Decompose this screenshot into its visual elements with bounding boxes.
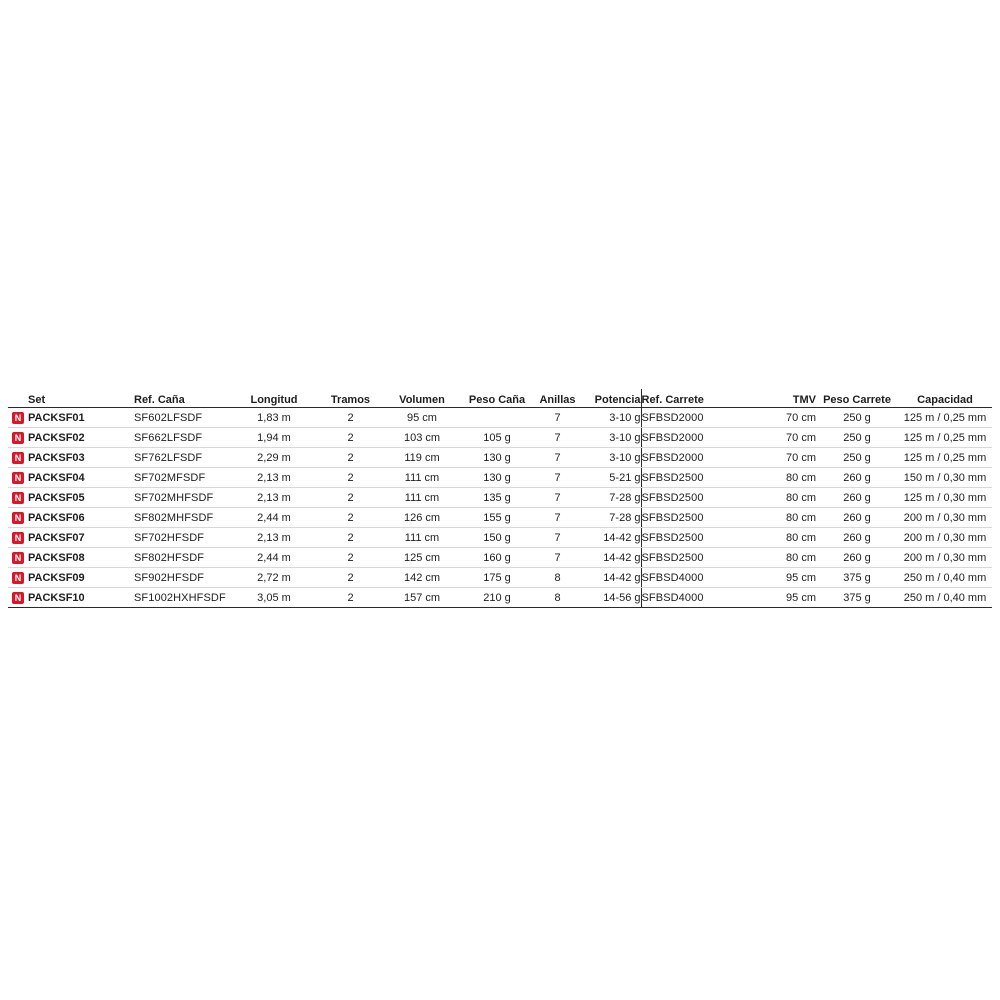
cell-set: PACKSF02 — [28, 428, 134, 448]
cell-badge — [8, 528, 28, 548]
cell-peso-cana: 175 g — [462, 568, 532, 588]
cell-peso-carrete: 375 g — [816, 568, 898, 588]
cell-potencia: 3-10 g — [583, 428, 641, 448]
cell-potencia: 3-10 g — [583, 408, 641, 428]
cell-potencia: 5-21 g — [583, 468, 641, 488]
cell-volumen: 142 cm — [382, 568, 462, 588]
cell-ref-cana: SF762LFSDF — [134, 448, 229, 468]
header-peso-carrete: Peso Carrete — [816, 389, 898, 408]
cell-peso-cana: 130 g — [462, 448, 532, 468]
cell-longitud: 2,13 m — [229, 468, 319, 488]
header-capacidad: Capacidad — [898, 389, 992, 408]
table-row — [8, 428, 992, 448]
cell-badge — [8, 548, 28, 568]
cell-tmv: 70 cm — [741, 448, 816, 468]
header-set: Set — [28, 389, 134, 408]
cell-volumen: 95 cm — [382, 408, 462, 428]
cell-anillas: 7 — [532, 488, 583, 508]
cell-capacidad: 200 m / 0,30 mm — [898, 508, 992, 528]
cell-volumen: 111 cm — [382, 488, 462, 508]
cell-ref-carrete: SFBSD2000 — [641, 408, 741, 428]
cell-capacidad: 250 m / 0,40 mm — [898, 568, 992, 588]
cell-potencia: 14-42 g — [583, 568, 641, 588]
cell-tramos: 2 — [319, 468, 382, 488]
cell-volumen: 111 cm — [382, 528, 462, 548]
cell-tmv: 80 cm — [741, 468, 816, 488]
cell-set: PACKSF04 — [28, 468, 134, 488]
cell-tramos: 2 — [319, 548, 382, 568]
table-header-row — [8, 389, 992, 408]
cell-anillas: 7 — [532, 428, 583, 448]
cell-set: PACKSF07 — [28, 528, 134, 548]
cell-ref-carrete: SFBSD4000 — [641, 588, 741, 608]
cell-capacidad: 125 m / 0,25 mm — [898, 448, 992, 468]
cell-badge — [8, 568, 28, 588]
cell-longitud: 2,44 m — [229, 548, 319, 568]
cell-longitud: 3,05 m — [229, 588, 319, 608]
new-badge-icon: N — [12, 472, 24, 484]
header-potencia: Potencia — [583, 389, 641, 408]
cell-longitud: 2,13 m — [229, 488, 319, 508]
cell-ref-cana: SF902HFSDF — [134, 568, 229, 588]
cell-tmv: 80 cm — [741, 548, 816, 568]
header-tmv: TMV — [741, 389, 816, 408]
cell-set: PACKSF08 — [28, 548, 134, 568]
cell-badge — [8, 428, 28, 448]
cell-ref-carrete: SFBSD2500 — [641, 548, 741, 568]
table-row — [8, 528, 992, 548]
cell-peso-carrete: 260 g — [816, 468, 898, 488]
cell-capacidad: 125 m / 0,30 mm — [898, 488, 992, 508]
cell-anillas: 7 — [532, 508, 583, 528]
header-tramos: Tramos — [319, 389, 382, 408]
cell-tmv: 80 cm — [741, 488, 816, 508]
cell-tmv: 80 cm — [741, 508, 816, 528]
cell-capacidad: 150 m / 0,30 mm — [898, 468, 992, 488]
table-row — [8, 508, 992, 528]
cell-badge — [8, 448, 28, 468]
cell-tmv: 80 cm — [741, 528, 816, 548]
cell-longitud: 2,29 m — [229, 448, 319, 468]
table-row — [8, 408, 992, 428]
new-badge-icon: N — [12, 452, 24, 464]
cell-ref-carrete: SFBSD2000 — [641, 428, 741, 448]
cell-longitud: 1,94 m — [229, 428, 319, 448]
cell-anillas: 8 — [532, 588, 583, 608]
cell-capacidad: 200 m / 0,30 mm — [898, 548, 992, 568]
cell-peso-cana: 135 g — [462, 488, 532, 508]
cell-potencia: 14-42 g — [583, 528, 641, 548]
cell-anillas: 7 — [532, 468, 583, 488]
cell-tramos: 2 — [319, 528, 382, 548]
cell-capacidad: 125 m / 0,25 mm — [898, 408, 992, 428]
cell-peso-carrete: 375 g — [816, 588, 898, 608]
cell-ref-carrete: SFBSD2000 — [641, 448, 741, 468]
cell-peso-carrete: 250 g — [816, 428, 898, 448]
cell-ref-cana: SF802HFSDF — [134, 548, 229, 568]
cell-peso-carrete: 260 g — [816, 528, 898, 548]
cell-set: PACKSF01 — [28, 408, 134, 428]
cell-volumen: 126 cm — [382, 508, 462, 528]
cell-peso-cana: 105 g — [462, 428, 532, 448]
cell-peso-cana — [462, 408, 532, 428]
cell-peso-carrete: 250 g — [816, 448, 898, 468]
cell-peso-carrete: 260 g — [816, 488, 898, 508]
cell-ref-carrete: SFBSD2500 — [641, 528, 741, 548]
cell-badge — [8, 488, 28, 508]
header-peso-cana: Peso Caña — [462, 389, 532, 408]
cell-tmv: 95 cm — [741, 588, 816, 608]
cell-tramos: 2 — [319, 448, 382, 468]
new-badge-icon: N — [12, 412, 24, 424]
cell-set: PACKSF05 — [28, 488, 134, 508]
cell-longitud: 1,83 m — [229, 408, 319, 428]
cell-anillas: 7 — [532, 528, 583, 548]
cell-ref-carrete: SFBSD2500 — [641, 488, 741, 508]
cell-tmv: 70 cm — [741, 428, 816, 448]
cell-potencia: 7-28 g — [583, 508, 641, 528]
cell-peso-cana: 160 g — [462, 548, 532, 568]
header-ref-cana: Ref. Caña — [134, 389, 229, 408]
header-longitud: Longitud — [229, 389, 319, 408]
cell-anillas: 7 — [532, 448, 583, 468]
new-badge-icon: N — [12, 532, 24, 544]
new-badge-icon: N — [12, 432, 24, 444]
cell-ref-cana: SF662LFSDF — [134, 428, 229, 448]
cell-peso-cana: 210 g — [462, 588, 532, 608]
table-row — [8, 468, 992, 488]
cell-anillas: 7 — [532, 548, 583, 568]
table-row — [8, 548, 992, 568]
cell-longitud: 2,13 m — [229, 528, 319, 548]
cell-set: PACKSF06 — [28, 508, 134, 528]
cell-anillas: 8 — [532, 568, 583, 588]
new-badge-icon: N — [12, 492, 24, 504]
cell-set: PACKSF03 — [28, 448, 134, 468]
cell-tramos: 2 — [319, 488, 382, 508]
cell-peso-cana: 155 g — [462, 508, 532, 528]
cell-longitud: 2,72 m — [229, 568, 319, 588]
header-badge-spacer — [8, 389, 28, 408]
cell-tramos: 2 — [319, 568, 382, 588]
cell-badge — [8, 468, 28, 488]
cell-tramos: 2 — [319, 588, 382, 608]
cell-ref-carrete: SFBSD2500 — [641, 468, 741, 488]
new-badge-icon: N — [12, 592, 24, 604]
header-anillas: Anillas — [532, 389, 583, 408]
cell-potencia: 7-28 g — [583, 488, 641, 508]
cell-capacidad: 200 m / 0,30 mm — [898, 528, 992, 548]
cell-ref-cana: SF702MFSDF — [134, 468, 229, 488]
cell-ref-cana: SF702HFSDF — [134, 528, 229, 548]
cell-capacidad: 250 m / 0,40 mm — [898, 588, 992, 608]
cell-volumen: 111 cm — [382, 468, 462, 488]
header-volumen: Volumen — [382, 389, 462, 408]
cell-longitud: 2,44 m — [229, 508, 319, 528]
cell-ref-cana: SF1002HXHFSDF — [134, 588, 229, 608]
new-badge-icon: N — [12, 572, 24, 584]
table-body — [8, 408, 992, 608]
cell-set: PACKSF09 — [28, 568, 134, 588]
cell-peso-cana: 150 g — [462, 528, 532, 548]
cell-peso-carrete: 260 g — [816, 508, 898, 528]
cell-ref-carrete: SFBSD2500 — [641, 508, 741, 528]
cell-ref-cana: SF802MHFSDF — [134, 508, 229, 528]
table-row — [8, 488, 992, 508]
cell-badge — [8, 508, 28, 528]
cell-tmv: 70 cm — [741, 408, 816, 428]
cell-ref-carrete: SFBSD4000 — [641, 568, 741, 588]
new-badge-icon: N — [12, 552, 24, 564]
cell-capacidad: 125 m / 0,25 mm — [898, 428, 992, 448]
cell-tramos: 2 — [319, 508, 382, 528]
cell-volumen: 125 cm — [382, 548, 462, 568]
table-row — [8, 448, 992, 468]
table-row — [8, 568, 992, 588]
cell-anillas: 7 — [532, 408, 583, 428]
cell-potencia: 14-56 g — [583, 588, 641, 608]
cell-ref-cana: SF702MHFSDF — [134, 488, 229, 508]
cell-peso-carrete: 260 g — [816, 548, 898, 568]
new-badge-icon: N — [12, 512, 24, 524]
table-row — [8, 588, 992, 608]
cell-potencia: 3-10 g — [583, 448, 641, 468]
cell-ref-cana: SF602LFSDF — [134, 408, 229, 428]
cell-set: PACKSF10 — [28, 588, 134, 608]
spec-table — [8, 389, 992, 608]
cell-volumen: 119 cm — [382, 448, 462, 468]
cell-volumen: 103 cm — [382, 428, 462, 448]
cell-peso-carrete: 250 g — [816, 408, 898, 428]
cell-potencia: 14-42 g — [583, 548, 641, 568]
cell-tmv: 95 cm — [741, 568, 816, 588]
cell-peso-cana: 130 g — [462, 468, 532, 488]
cell-volumen: 157 cm — [382, 588, 462, 608]
cell-badge — [8, 408, 28, 428]
header-ref-carrete: Ref. Carrete — [641, 389, 741, 408]
cell-badge — [8, 588, 28, 608]
cell-tramos: 2 — [319, 408, 382, 428]
cell-tramos: 2 — [319, 428, 382, 448]
